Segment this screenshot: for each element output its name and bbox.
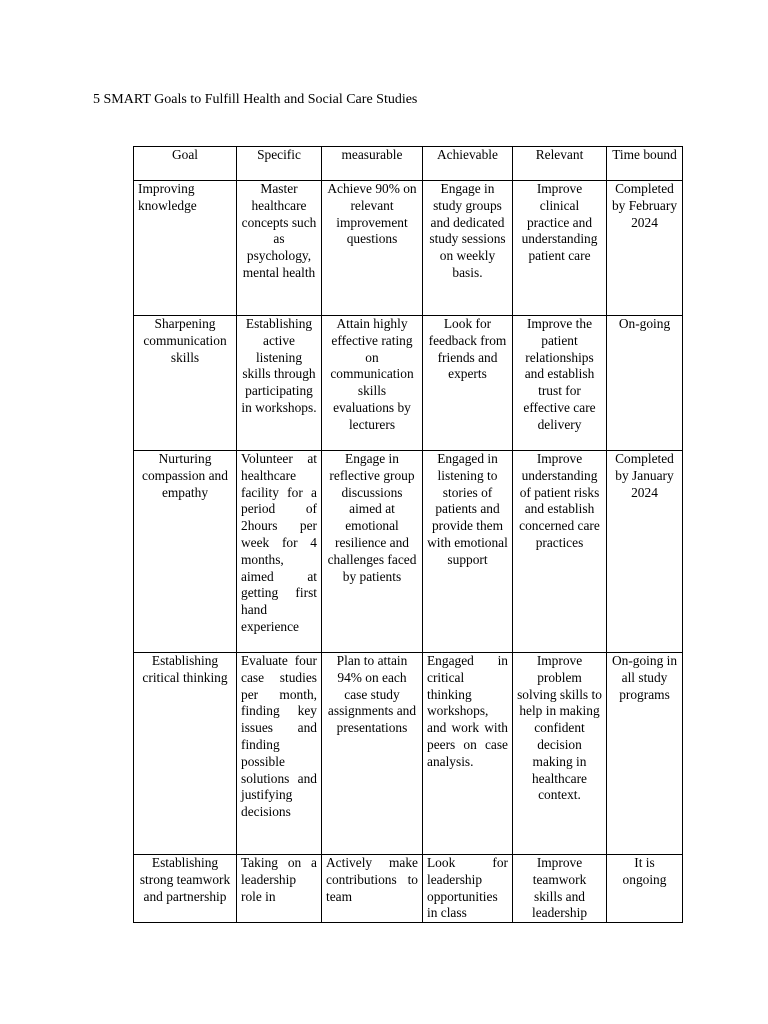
header-time-bound: Time bound — [607, 147, 683, 181]
time-bound-cell: It is ongoing — [607, 855, 683, 923]
relevant-cell: Improve clinical practice and understanding patient care — [513, 181, 607, 316]
table-row — [134, 316, 683, 451]
achievable-cell: Look for feedback from friends and experts — [423, 316, 513, 451]
goal-cell: Establishing strong teamwork and partnership — [134, 855, 237, 923]
time-bound-cell: On-going in all study programs — [607, 653, 683, 855]
smart-goals-table — [133, 146, 683, 923]
relevant-cell: Improve the patient relationships and establish trust for effective care delivery — [513, 316, 607, 451]
specific-cell: Master healthcare concepts such as psychology, mental health — [237, 181, 322, 316]
table-row — [134, 451, 683, 653]
table-row — [134, 653, 683, 855]
header-goal: Goal — [134, 147, 237, 181]
achievable-cell: Look for leadership opportunities in class — [423, 855, 513, 923]
page-title: 5 SMART Goals to Fulfill Health and Social Care Studies — [93, 92, 418, 107]
table-header-row — [134, 147, 683, 181]
time-bound-cell: On-going — [607, 316, 683, 451]
header-achievable: Achievable — [423, 147, 513, 181]
measurable-cell: Plan to attain 94% on each case study assignments and presentations — [322, 653, 423, 855]
specific-cell: Establishing active listening skills through participating in workshops. — [237, 316, 322, 451]
table-row — [134, 181, 683, 316]
relevant-cell: Improve teamwork skills and leadership — [513, 855, 607, 923]
achievable-cell: Engaged in critical thinking workshops, and work with peers on case analysis. — [423, 653, 513, 855]
measurable-cell: Actively make contributions to team — [322, 855, 423, 923]
header-relevant: Relevant — [513, 147, 607, 181]
specific-cell: Taking on a leadership role in — [237, 855, 322, 923]
goal-cell: Sharpening communication skills — [134, 316, 237, 451]
goal-cell: Improving knowledge — [134, 181, 237, 316]
measurable-cell: Engage in reflective group discussions aimed at emotional resilience and challenges faced by patients — [322, 451, 423, 653]
header-specific: Specific — [237, 147, 322, 181]
time-bound-cell: Completed by January 2024 — [607, 451, 683, 653]
specific-cell: Evaluate four case studies per month, finding key issues and finding possible solutions and justifying decisions — [237, 653, 322, 855]
measurable-cell: Achieve 90% on relevant improvement questions — [322, 181, 423, 316]
relevant-cell: Improve problem solving skills to help in making confident decision making in healthcare context. — [513, 653, 607, 855]
relevant-cell: Improve understanding of patient risks and establish concerned care practices — [513, 451, 607, 653]
goal-cell: Establishing critical thinking — [134, 653, 237, 855]
header-measurable: measurable — [322, 147, 423, 181]
specific-cell: Volunteer at healthcare facility for a period of 2hours per week for 4 months, aimed at getting first hand experience — [237, 451, 322, 653]
table-row — [134, 855, 683, 923]
achievable-cell: Engage in study groups and dedicated study sessions on weekly basis. — [423, 181, 513, 316]
measurable-cell: Attain highly effective rating on communication skills evaluations by lecturers — [322, 316, 423, 451]
goal-cell: Nurturing compassion and empathy — [134, 451, 237, 653]
time-bound-cell: Completed by February 2024 — [607, 181, 683, 316]
achievable-cell: Engaged in listening to stories of patients and provide them with emotional support — [423, 451, 513, 653]
